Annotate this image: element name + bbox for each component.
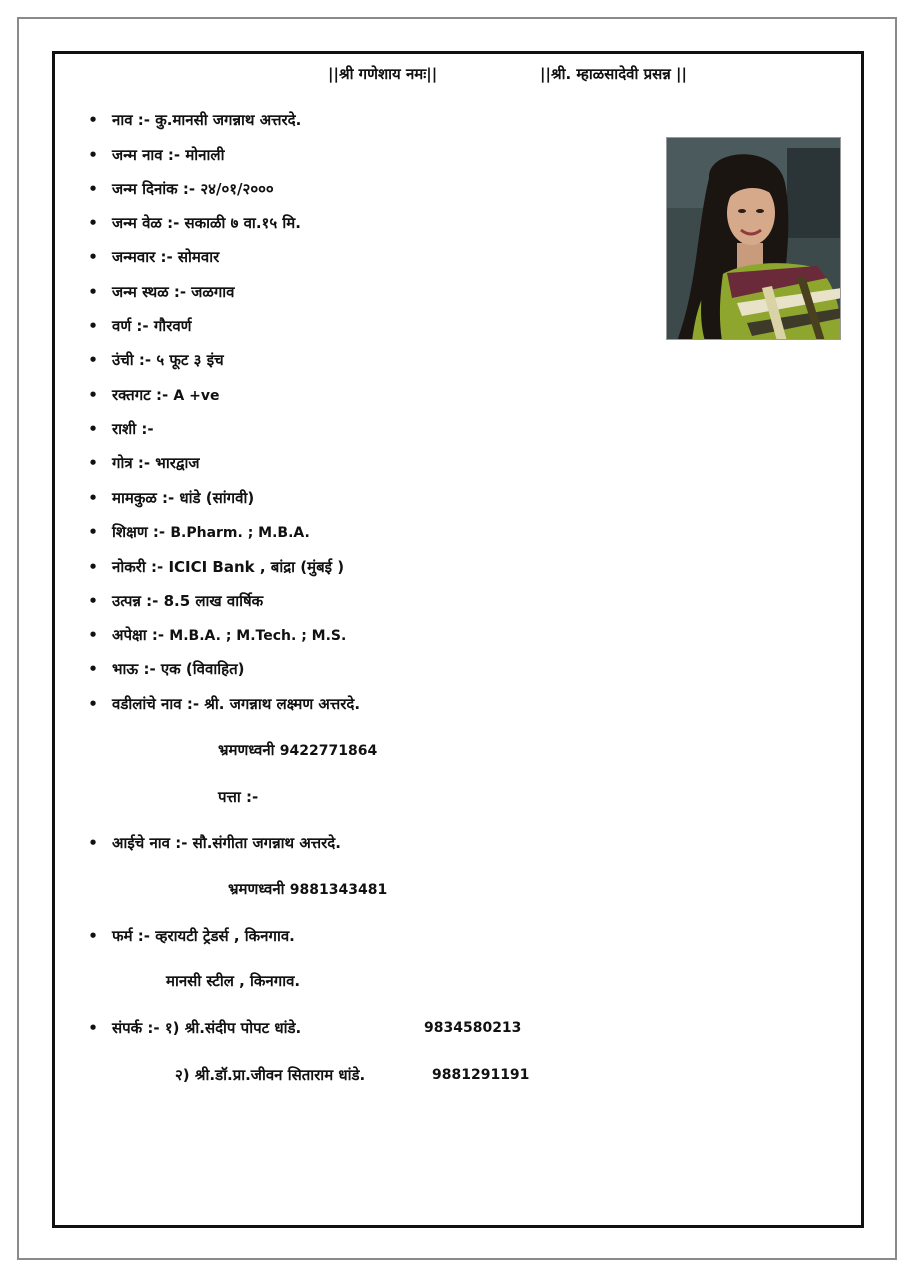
item-label: शिक्षण bbox=[112, 523, 148, 541]
bullet-icon: • bbox=[88, 146, 98, 164]
item-label: जन्मवार bbox=[112, 248, 156, 266]
item-label: उत्पन्न bbox=[112, 592, 141, 610]
list-item: • अपेक्षा :- M.B.A. ; M.Tech. ; M.S. bbox=[88, 626, 347, 644]
list-item: • नाव :- कु.मानसी जगन्नाथ अत्तरदे. bbox=[88, 111, 302, 129]
bullet-icon: • bbox=[88, 420, 98, 438]
list-item: • जन्म दिनांक :- २४/०१/२००० bbox=[88, 180, 274, 198]
list-item: • राशी :- bbox=[88, 420, 154, 438]
item-value: ५ फूट ३ इंच bbox=[156, 351, 224, 369]
item-label: उंची bbox=[112, 351, 134, 369]
item-label: जन्म वेळ bbox=[112, 214, 162, 232]
item-value: M.B.A. ; M.Tech. ; M.S. bbox=[169, 628, 347, 644]
contact-phone-1: 9834580213 bbox=[424, 1020, 522, 1036]
contact-person-2: २) श्री.डॉ.प्रा.जीवन सिताराम धांडे. bbox=[175, 1066, 366, 1084]
bullet-icon: • bbox=[88, 660, 98, 678]
address-label: पत्ता :- bbox=[218, 788, 259, 806]
list-item: • जन्म वेळ :- सकाळी ७ वा.१५ मि. bbox=[88, 214, 301, 232]
list-item: • रक्तगट :- A +ve bbox=[88, 386, 220, 404]
item-value: जळगाव bbox=[191, 283, 235, 301]
item-value: गौरवर्ण bbox=[153, 317, 192, 335]
bullet-icon: • bbox=[88, 558, 98, 576]
list-item: • उत्पन्न :- 8.5 लाख वार्षिक bbox=[88, 592, 264, 610]
header bbox=[0, 64, 918, 86]
list-item: • गोत्र :- भारद्वाज bbox=[88, 454, 200, 472]
item-value: एक (विवाहित) bbox=[160, 660, 245, 678]
item-label: गोत्र bbox=[112, 454, 133, 472]
item-label: वडीलांचे नाव bbox=[112, 695, 182, 713]
bullet-icon: • bbox=[88, 523, 98, 541]
list-item: • शिक्षण :- B.Pharm. ; M.B.A. bbox=[88, 523, 310, 541]
item-label: मामकुळ bbox=[112, 489, 157, 507]
bullet-icon: • bbox=[88, 111, 98, 129]
item-value: धांडे (सांगवी) bbox=[179, 489, 255, 507]
item-label: रक्तगट bbox=[112, 386, 151, 404]
item-label: जन्म दिनांक bbox=[112, 180, 178, 198]
item-value: 8.5 लाख वार्षिक bbox=[163, 592, 264, 610]
phone-label: भ्रमणध्वनी bbox=[218, 741, 275, 759]
contact-phone-2: 9881291191 bbox=[432, 1067, 530, 1083]
list-item: • जन्म स्थळ :- जळगाव bbox=[88, 283, 235, 301]
item-value: भारद्वाज bbox=[155, 454, 200, 472]
list-item: • उंची :- ५ फूट ३ इंच bbox=[88, 351, 224, 369]
list-item: • जन्म नाव :- मोनाली bbox=[88, 146, 225, 164]
bullet-icon: • bbox=[88, 386, 98, 404]
father-phone bbox=[218, 739, 377, 762]
item-value: कु.मानसी जगन्नाथ अत्तरदे. bbox=[155, 111, 302, 129]
list-item: • नोकरी :- ICICI Bank , बांद्रा (मुंबई ) bbox=[88, 558, 345, 576]
bullet-icon: • bbox=[88, 489, 98, 507]
item-value: सौ.संगीता जगन्नाथ अत्तरदे. bbox=[192, 834, 341, 852]
bullet-icon: • bbox=[88, 626, 98, 644]
list-item: • भाऊ :- एक (विवाहित) bbox=[88, 660, 245, 678]
profile-photo bbox=[666, 137, 841, 340]
bullet-icon: • bbox=[88, 592, 98, 610]
item-label: आईचे नाव bbox=[112, 834, 170, 852]
item-label: वर्ण bbox=[112, 317, 132, 335]
item-value: सकाळी ७ वा.१५ मि. bbox=[184, 214, 301, 232]
list-item: • जन्मवार :- सोमवार bbox=[88, 248, 220, 266]
item-value: A +ve bbox=[173, 388, 220, 404]
item-value: २४/०१/२००० bbox=[200, 180, 274, 198]
list-item: • मामकुळ :- धांडे (सांगवी) bbox=[88, 489, 255, 507]
item-value: B.Pharm. ; M.B.A. bbox=[170, 525, 310, 541]
bullet-icon: • bbox=[88, 1019, 98, 1037]
item-label: फर्म bbox=[112, 927, 133, 945]
item-label: नोकरी bbox=[112, 558, 146, 576]
item-label: राशी bbox=[112, 420, 137, 438]
list-item-firm: • फर्म :- व्हरायटी ट्रेडर्स , किनगाव. bbox=[88, 927, 295, 945]
bullet-icon: • bbox=[88, 351, 98, 369]
list-item: • वडीलांचे नाव :- श्री. जगन्नाथ लक्ष्मण अत्तरदे. bbox=[88, 695, 361, 713]
item-value: श्री. जगन्नाथ लक्ष्मण अत्तरदे. bbox=[204, 695, 361, 713]
phone-number: 9422771864 bbox=[279, 743, 378, 759]
bullet-icon: • bbox=[88, 214, 98, 232]
item-label: नाव bbox=[112, 111, 133, 129]
bullet-icon: • bbox=[88, 180, 98, 198]
bullet-icon: • bbox=[88, 283, 98, 301]
phone-label: भ्रमणध्वनी bbox=[228, 880, 285, 898]
bullet-icon: • bbox=[88, 834, 98, 852]
firm-second: मानसी स्टील , किनगाव. bbox=[166, 972, 301, 990]
item-label: जन्म स्थळ bbox=[112, 283, 169, 301]
item-label: संपर्क bbox=[112, 1019, 143, 1037]
phone-number: 9881343481 bbox=[289, 882, 388, 898]
list-item-mother: • आईचे नाव :- सौ.संगीता जगन्नाथ अत्तरदे. bbox=[88, 834, 341, 852]
bullet-icon: • bbox=[88, 248, 98, 266]
bullet-icon: • bbox=[88, 317, 98, 335]
item-value: मोनाली bbox=[185, 146, 225, 164]
bullet-icon: • bbox=[88, 454, 98, 472]
item-value: व्हरायटी ट्रेडर्स , किनगाव. bbox=[155, 927, 295, 945]
portrait-image bbox=[667, 138, 841, 340]
list-item: • वर्ण :- गौरवर्ण bbox=[88, 317, 192, 335]
mother-phone bbox=[228, 878, 387, 901]
list-item-contact: • संपर्क :- १) श्री.संदीप पोपट धांडे. bbox=[88, 1019, 302, 1037]
item-value: सोमवार bbox=[177, 248, 220, 266]
item-value: ICICI Bank , बांद्रा (मुंबई ) bbox=[168, 558, 345, 576]
bullet-icon: • bbox=[88, 927, 98, 945]
item-label: अपेक्षा bbox=[112, 626, 147, 644]
header-invocation-left: ||श्री गणेशाय नमः|| bbox=[328, 65, 438, 83]
item-label: भाऊ bbox=[112, 660, 139, 678]
item-label: जन्म नाव bbox=[112, 146, 163, 164]
contact-person-1: १) श्री.संदीप पोपट धांडे. bbox=[164, 1019, 302, 1037]
bullet-icon: • bbox=[88, 695, 98, 713]
header-invocation-right: ||श्री. म्हाळसादेवी प्रसन्न || bbox=[540, 65, 688, 83]
